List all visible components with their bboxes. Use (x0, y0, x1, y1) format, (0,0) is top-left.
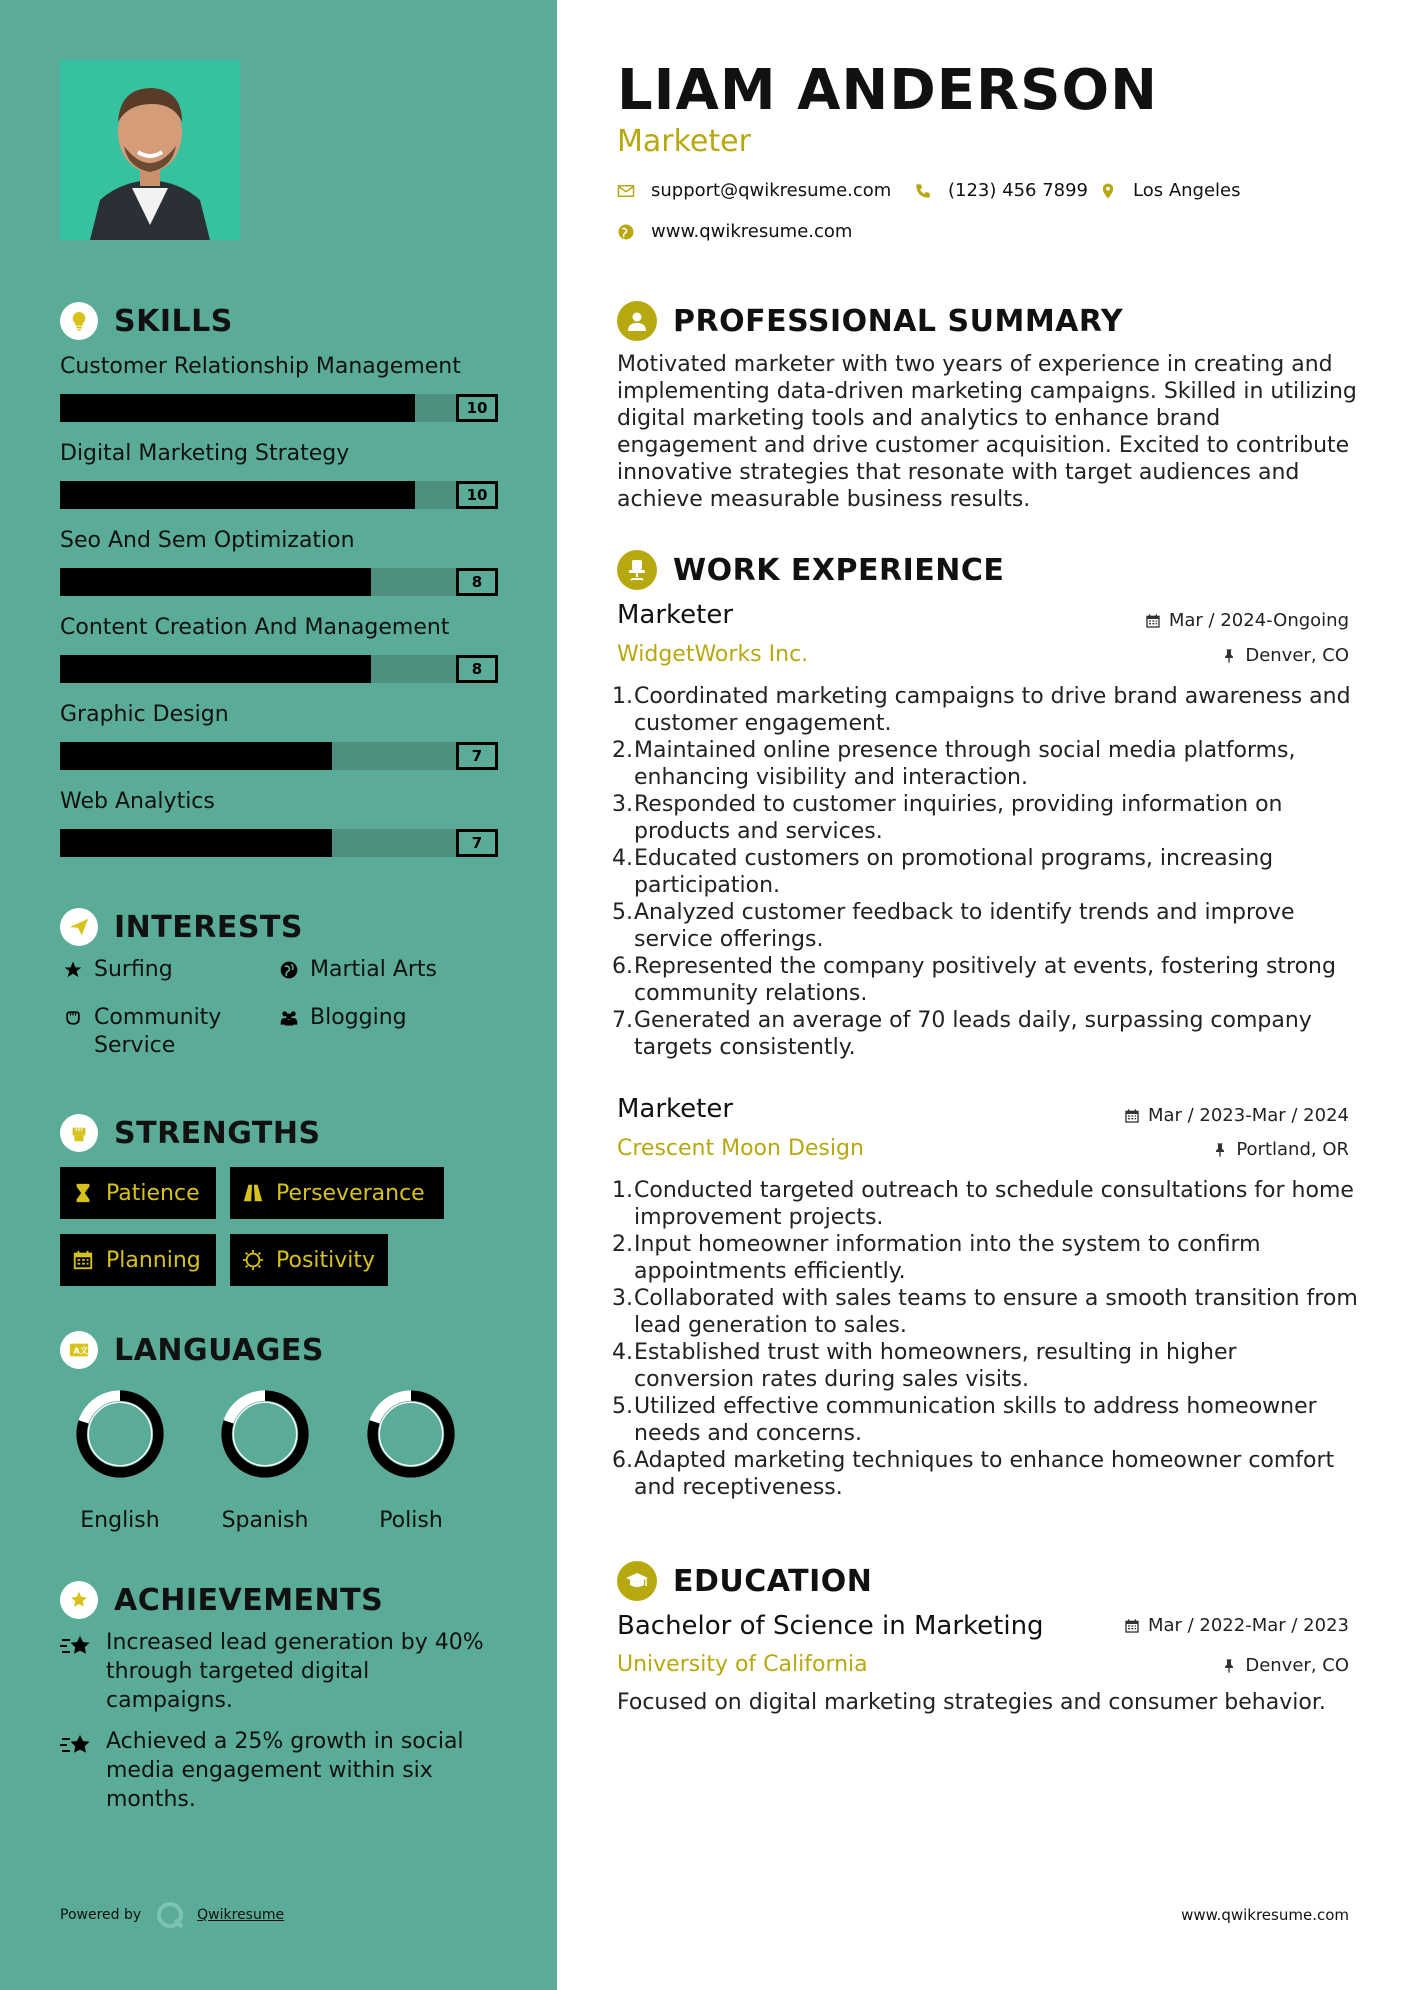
contact-location: Los Angeles (1099, 180, 1241, 201)
responsibility-item (612, 899, 1362, 953)
list-number: 5. (612, 900, 633, 925)
skill-name: Graphic Design (60, 702, 229, 727)
qwikresume-logo-icon (155, 1900, 185, 1930)
strengths-title: STRENGTHS (114, 1115, 321, 1151)
responsibility-text: Responded to customer inquiries, providing information on products and services. (634, 792, 1283, 844)
responsibility-item (612, 1447, 1362, 1501)
svg-text:A: A (73, 1345, 80, 1356)
calendar-icon (72, 1249, 94, 1271)
language-english (60, 1386, 180, 1533)
skill-item (60, 352, 498, 417)
skill-name: Customer Relationship Management (60, 354, 461, 379)
education-title: EDUCATION (673, 1563, 873, 1599)
skill-name: Web Analytics (60, 789, 215, 814)
responsibility-item (612, 1231, 1362, 1285)
skill-level-fill (60, 655, 371, 683)
language-spanish (205, 1386, 325, 1533)
experience-title: WORK EXPERIENCE (673, 552, 1005, 588)
list-number: 3. (612, 792, 633, 817)
responsibility-item (612, 953, 1362, 1007)
interests-title: INTERESTS (114, 909, 303, 945)
skill-level-bar (60, 568, 498, 596)
skill-item (60, 439, 498, 504)
job-dates: Mar / 2023-Mar / 2024 (1124, 1105, 1349, 1126)
experience-heading (617, 550, 1004, 590)
skill-level-value: 10 (456, 394, 498, 422)
footer-website-link[interactable]: www.qwikresume.com (1181, 1906, 1349, 1924)
skill-item (60, 613, 498, 678)
translate-icon (60, 1331, 98, 1369)
skill-level-value: 8 (456, 568, 498, 596)
skill-name: Seo And Sem Optimization (60, 528, 355, 553)
achievement-item: Increased lead generation by 40% through targeted digital campaigns. (60, 1628, 500, 1715)
job-responsibilities (612, 1177, 1362, 1501)
job-company: WidgetWorks Inc. (617, 642, 809, 667)
skill-level-value: 7 (456, 742, 498, 770)
list-number: 2. (612, 1232, 633, 1257)
calendar-icon (1124, 1108, 1140, 1124)
list-number: 7. (612, 1008, 633, 1033)
office-chair-icon (617, 550, 657, 590)
fist-icon (60, 1114, 98, 1152)
map-pin-icon (1099, 182, 1117, 200)
responsibility-item (612, 1007, 1362, 1061)
responsibility-text: Represented the company positively at events, fostering strong community relations. (634, 954, 1336, 1006)
job-title: Marketer (617, 1094, 734, 1124)
paper-plane-icon (60, 908, 98, 946)
interest-item-community-service: Community Service (60, 1004, 260, 1060)
profile-photo (60, 60, 240, 240)
calendar-icon (1124, 1618, 1140, 1634)
graduation-icon (617, 1561, 657, 1601)
languages-heading (60, 1331, 324, 1369)
skill-level-fill (60, 481, 415, 509)
skill-level-value: 8 (456, 655, 498, 683)
education-heading (617, 1561, 872, 1601)
skill-name: Digital Marketing Strategy (60, 441, 350, 466)
language-level-ring (72, 1386, 168, 1482)
strength-badge-planning: Planning (60, 1234, 216, 1286)
job-location: Denver, CO (1221, 645, 1349, 666)
responsibility-text: Established trust with homeowners, resulting in higher conversion rates during sales visits. (634, 1340, 1237, 1392)
language-level-ring (363, 1386, 459, 1482)
skill-level-bar (60, 829, 498, 857)
candidate-role: Marketer (617, 124, 751, 159)
responsibility-item (612, 737, 1362, 791)
responsibility-item (612, 845, 1362, 899)
responsibility-text: Coordinated marketing campaigns to drive brand awareness and customer engagement. (634, 684, 1351, 736)
responsibility-item (612, 1393, 1362, 1447)
language-polish (351, 1386, 471, 1533)
lightbulb-icon (60, 302, 98, 340)
responsibility-text: Generated an average of 70 leads daily, surpassing company targets consistently. (634, 1008, 1312, 1060)
list-number: 3. (612, 1286, 633, 1311)
star-icon (60, 956, 86, 980)
qwikresume-link[interactable]: Qwikresume (197, 1907, 285, 1923)
achievement-item: Achieved a 25% growth in social media engagement within six months. (60, 1727, 500, 1814)
interest-item-martial-arts: Martial Arts (276, 956, 437, 984)
skill-level-fill (60, 394, 415, 422)
phone-icon (914, 182, 932, 200)
skill-item (60, 787, 498, 852)
responsibility-text: Adapted marketing techniques to enhance homeowner comfort and receptiveness. (634, 1448, 1335, 1500)
responsibility-text: Analyzed customer feedback to identify trends and improve service offerings. (634, 900, 1295, 952)
contact-phone[interactable]: (123) 456 7899 (914, 180, 1088, 201)
job-location: Portland, OR (1212, 1139, 1349, 1160)
pushpin-icon (1221, 1658, 1237, 1674)
skill-level-bar (60, 394, 498, 422)
list-number: 1. (612, 684, 633, 709)
list-number: 6. (612, 954, 633, 979)
skills-heading (60, 302, 233, 340)
skill-level-fill (60, 742, 332, 770)
summary-title: PROFESSIONAL SUMMARY (673, 303, 1124, 339)
list-number: 1. (612, 1178, 633, 1203)
education-description: Focused on digital marketing strategies and consumer behavior. (617, 1690, 1326, 1715)
skills-title: SKILLS (114, 303, 233, 339)
powered-by: Powered by Qwikresume (60, 1900, 284, 1930)
strength-badge-positivity: Positivity (230, 1234, 388, 1286)
degree-title: Bachelor of Science in Marketing (617, 1611, 1044, 1641)
skill-level-value: 10 (456, 481, 498, 509)
contact-email[interactable]: support@qwikresume.com (617, 180, 891, 201)
summary-text: Motivated marketer with two years of experience in creating and implementing data-driven marketing campaigns. Skilled in utilizing digital marketing tools and analytics to enhance brand engagement and drive customer acquisition. Excited to contribute innovative strategies that resonate with target audiences and achieve measurable business results. (617, 352, 1357, 512)
strengths-heading (60, 1114, 321, 1152)
list-number: 2. (612, 738, 633, 763)
skill-level-bar (60, 742, 498, 770)
achievements-title: ACHIEVEMENTS (114, 1582, 384, 1618)
skill-level-value: 7 (456, 829, 498, 857)
language-ring-inner (233, 1402, 296, 1465)
list-number: 4. (612, 846, 633, 871)
hand-icon (60, 1004, 86, 1028)
responsibility-item (612, 1339, 1362, 1393)
responsibility-text: Input homeowner information into the system to confirm appointments efficiently. (634, 1232, 1261, 1284)
education-dates: Mar / 2022-Mar / 2023 (1124, 1615, 1349, 1636)
strength-badge-patience: Patience (60, 1167, 216, 1219)
responsibility-text: Utilized effective communication skills to address homeowner needs and concerns. (634, 1394, 1317, 1446)
language-name: English (80, 1508, 160, 1533)
language-level-ring (217, 1386, 313, 1482)
calendar-icon (1145, 613, 1161, 629)
interest-item-blogging: Blogging (276, 1004, 407, 1032)
pushpin-icon (1221, 648, 1237, 664)
job-company: Crescent Moon Design (617, 1136, 864, 1161)
sidebar (0, 0, 557, 1990)
interests-heading (60, 908, 303, 946)
responsibility-item (612, 791, 1362, 845)
pushpin-icon (1212, 1142, 1228, 1158)
svg-text:文: 文 (79, 1345, 89, 1356)
language-ring-inner (379, 1402, 442, 1465)
skill-item (60, 700, 498, 765)
users-icon (276, 1004, 302, 1028)
globe-icon (276, 956, 302, 980)
job-dates: Mar / 2024-Ongoing (1145, 610, 1349, 631)
responsibility-text: Maintained online presence through social media platforms, enhancing visibility and interaction. (634, 738, 1296, 790)
responsibility-text: Educated customers on promotional programs, increasing participation. (634, 846, 1274, 898)
skill-level-fill (60, 568, 371, 596)
responsibility-text: Conducted targeted outreach to schedule consultations for home improvement projects. (634, 1178, 1354, 1230)
candidate-name: LIAM ANDERSON (617, 58, 1158, 123)
skill-level-fill (60, 829, 332, 857)
summary-heading (617, 301, 1123, 341)
education-location: Denver, CO (1221, 1655, 1349, 1676)
school-name: University of California (617, 1652, 868, 1677)
skill-level-bar (60, 481, 498, 509)
responsibility-item (612, 1285, 1362, 1339)
skill-name: Content Creation And Management (60, 615, 450, 640)
skill-item (60, 526, 498, 591)
job-title: Marketer (617, 600, 734, 630)
job-responsibilities (612, 683, 1362, 1061)
contact-website[interactable]: www.qwikresume.com (617, 221, 852, 242)
language-name: Polish (379, 1508, 443, 1533)
envelope-icon (617, 182, 635, 200)
road-icon (242, 1182, 264, 1204)
achievements-heading (60, 1581, 383, 1619)
responsibility-item (612, 683, 1362, 737)
list-number: 4. (612, 1340, 633, 1365)
trophy-star-icon (60, 1581, 98, 1619)
language-name: Spanish (221, 1508, 309, 1533)
strength-badge-perseverance: Perseverance (230, 1167, 444, 1219)
star-burst-icon (60, 1628, 92, 1662)
languages-title: LANGUAGES (114, 1332, 324, 1368)
list-number: 5. (612, 1394, 633, 1419)
language-ring-inner (88, 1402, 151, 1465)
star-burst-icon (60, 1727, 92, 1761)
responsibility-item (612, 1177, 1362, 1231)
hourglass-icon (72, 1182, 94, 1204)
user-icon (617, 301, 657, 341)
sun-icon (242, 1249, 264, 1271)
globe-icon (617, 223, 635, 241)
responsibility-text: Collaborated with sales teams to ensure a smooth transition from lead generation to sales. (634, 1286, 1358, 1338)
interest-item-surfing: Surfing (60, 956, 173, 984)
list-number: 6. (612, 1448, 633, 1473)
skill-level-bar (60, 655, 498, 683)
